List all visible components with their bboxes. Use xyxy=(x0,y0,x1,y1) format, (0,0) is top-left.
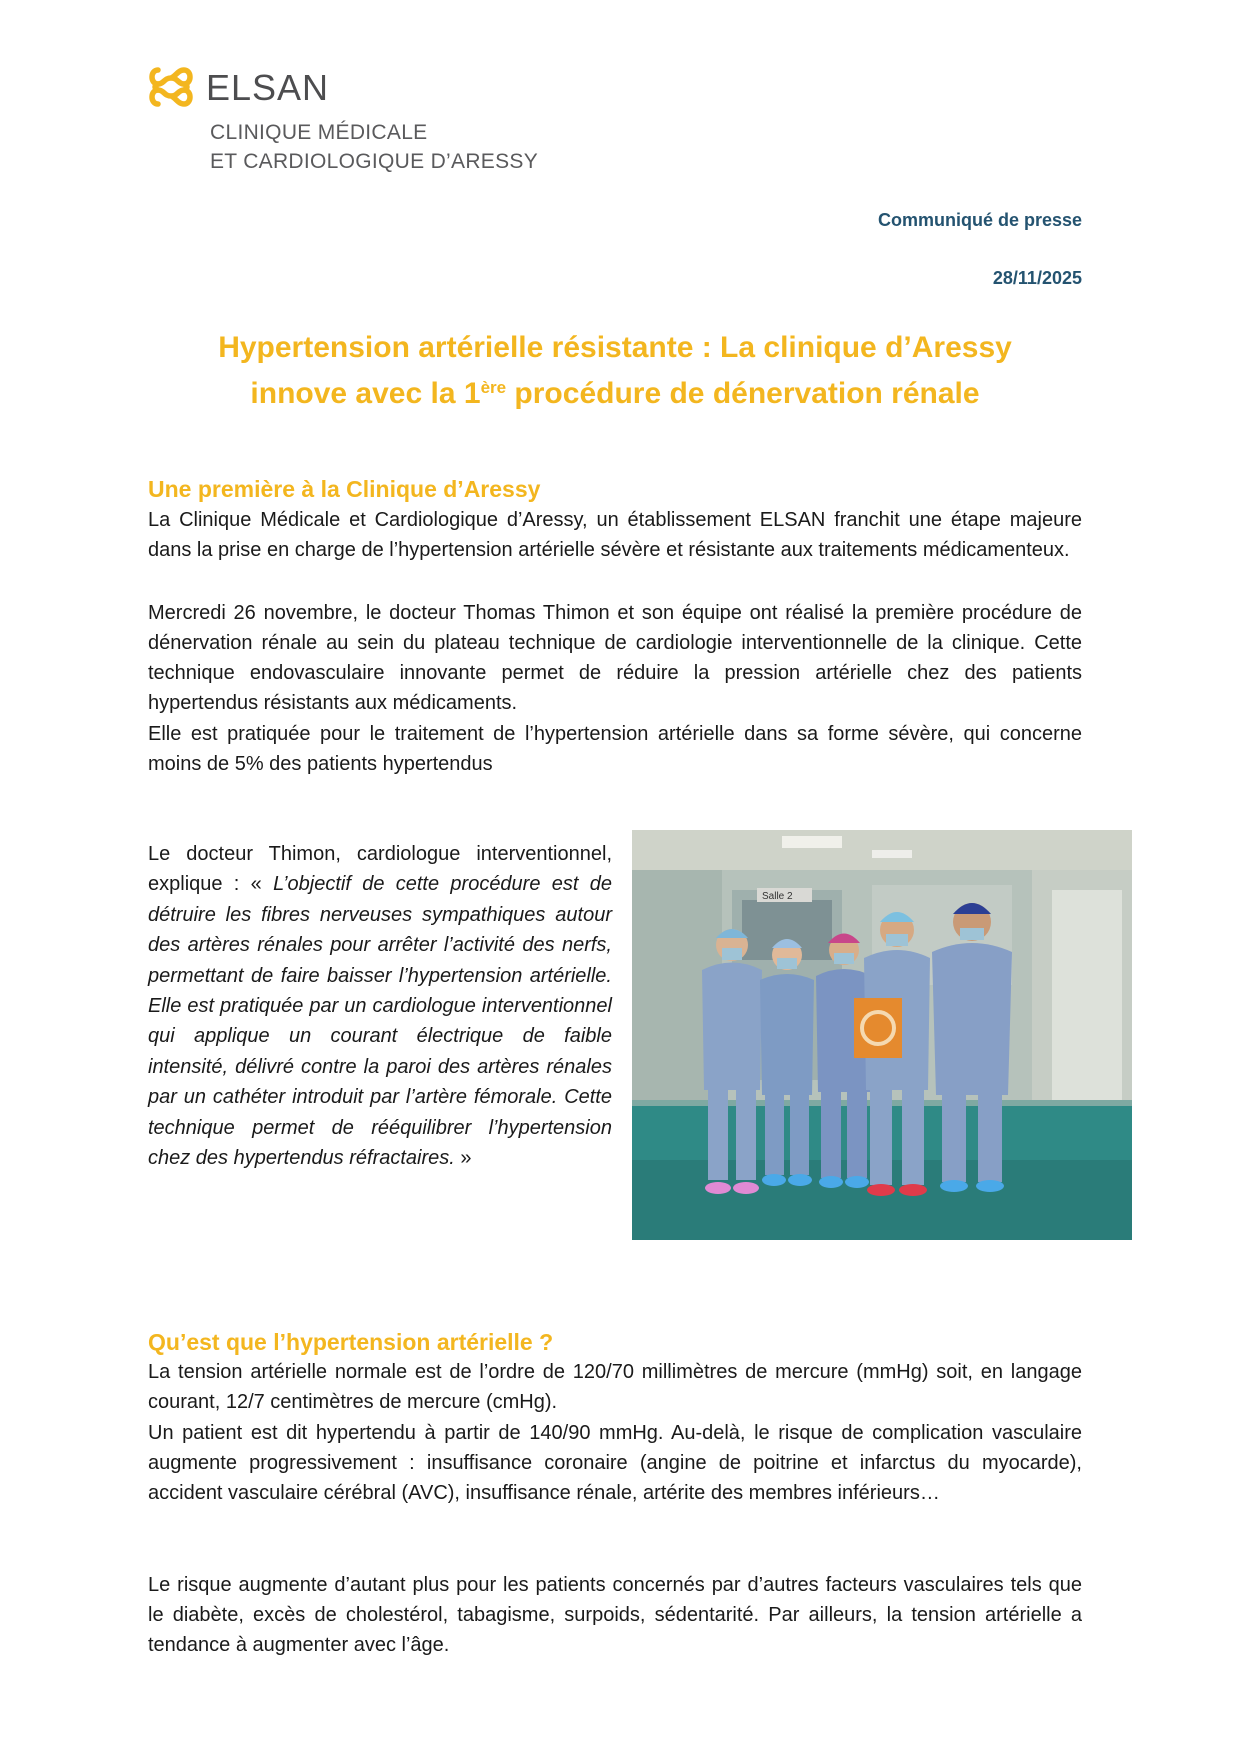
title-line1: Hypertension artérielle résistante : La clinique d’Aressy xyxy=(218,331,1012,364)
section2-paragraph3: Le risque augmente d’autant plus pour les patients concernés par d’autres facteurs vasculaires tels que le diabète, excès de cholestérol, tabagisme, surpoids, sédentarité. Par ailleurs, la tension artérielle a tendance à augmenter avec l’âge. xyxy=(148,1574,1082,1656)
section1-paragraph3: Elle est pratiquée pour le traitement de l’hypertension artérielle dans sa forme sévère, qui concerne moins de 5% des patients hypertendus xyxy=(148,723,1082,775)
section1-heading: Une première à la Clinique d’Aressy xyxy=(148,476,541,502)
title-line2-end: procédure de dénervation rénale xyxy=(506,377,980,410)
clinic-name-line2: ET CARDIOLOGIQUE D’ARESSY xyxy=(210,150,539,173)
quote-intro: Le docteur Thimon, cardiologue interventionnel, explique : « xyxy=(148,843,612,896)
elsan-knot-logo-icon xyxy=(148,64,194,110)
section1-paragraph2: Mercredi 26 novembre, le docteur Thomas Thimon et son équipe ont réalisé la première procédure de dénervation rénale au sein du plateau technique de cardiologie interventionnelle de la clinique. Cette technique endovasculaire innovante permet de réduire la pression artérielle chez des patients hypertendus résistants aux médicaments. xyxy=(148,602,1082,714)
team-photo-illustration xyxy=(632,830,1132,1240)
doctor-quote xyxy=(148,839,612,1173)
section2-paragraph2: Un patient est dit hypertendu à partir de 140/90 mmHg. Au-delà, le risque de complication vasculaire augmente progressivement : insuffisance coronaire (angine de poitrine et infarctus du myocarde), accident vasculaire cérébral (AVC), insuffisance rénale, artérite des membres inférieurs… xyxy=(148,1422,1082,1504)
team-photo xyxy=(632,830,1132,1240)
section2-paragraph1: La tension artérielle normale est de l’ordre de 120/70 millimètres de mercure (mmHg) soit, en langage courant, 12/7 centimètres de mercure (cmHg). xyxy=(148,1361,1082,1413)
page-title xyxy=(148,325,1082,417)
section2-heading: Qu’est que l’hypertension artérielle ? xyxy=(148,1329,554,1355)
section1-paragraph1: La Clinique Médicale et Cardiologique d’Aressy, un établissement ELSAN franchit une étape majeure dans la prise en charge de l’hypertension artérielle sévère et résistante aux traitements médicamenteux. xyxy=(148,509,1082,561)
title-line2 xyxy=(148,371,1082,417)
title-superscript: ère xyxy=(480,378,507,397)
quote-text: L’objectif de cette procédure est de détruire les fibres nerveuses sympathiques autour des artères rénales pour arrêter l’activité des nerfs, permettant de faire baisser l’hypertension artérielle. Elle est pratiquée par un cardiologue interventionnel qui applique un courant électrique de faible intensité, délivré contre la paroi des artères rénales par un cathéter introduit par l’artère fémorale. Cette technique permet de rééquilibrer l’hypertension chez des hypertendus réfractaires. xyxy=(148,873,612,1170)
door-sign-text: Salle 2 xyxy=(762,891,793,902)
title-line2-start: innove avec la 1 xyxy=(250,377,481,410)
quote-outro: » xyxy=(454,1147,472,1170)
brand-name: ELSAN xyxy=(206,67,330,108)
clinic-name-line1: CLINIQUE MÉDICALE xyxy=(210,121,428,144)
document-date: 28/11/2025 xyxy=(992,268,1082,288)
elsan-logo xyxy=(148,62,578,182)
document-type: Communiqué de presse xyxy=(877,210,1082,230)
